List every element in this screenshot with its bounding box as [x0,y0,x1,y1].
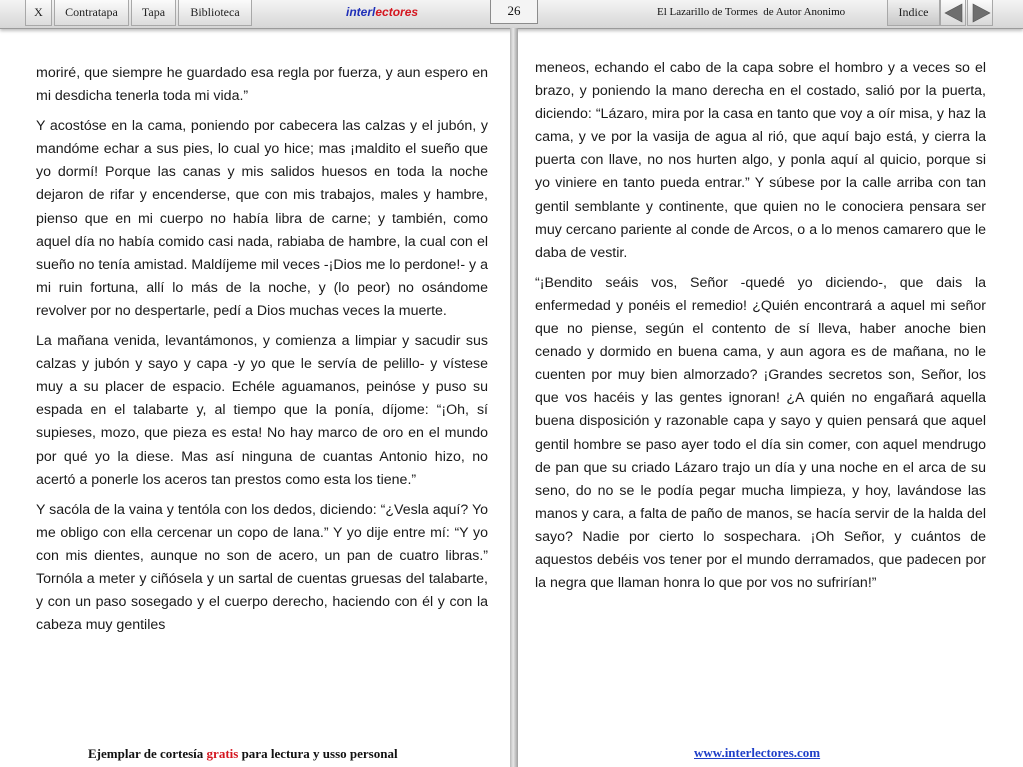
left-paragraph-1: moriré, que siempre he guardado esa regla por fuerza, y aun espero en mi desdicha tenerla toda mi vida.” [36,65,488,105]
next-page-button[interactable] [967,0,993,26]
left-paragraph-3: La mañana venida, levantámonos, y comienza a limpiar y sacudir sus calzas y jubón y sayo y capa -y yo que le servía de pelillo- y vístese muy a su placer de espacio. Echéle aguamanos, peinóse y puso su espada en el talabarte y, al tiempo que la ponía, díjome: “¡Oh, sí supieses, mozo, que pieza es esta! No hay marco de oro en el mundo por qué yo la diese. Mas así ninguna de cuantas Antonio hizo, no acertó a ponerle los aceros tan prestos como esta los tiene.” [36,333,488,488]
courtesy-notice-part1: Ejemplar de cortesía [88,746,207,761]
top-toolbar [0,0,1023,29]
website-link[interactable]: www.interlectores.com [694,745,821,760]
biblioteca-button[interactable]: Biblioteca [178,0,252,26]
right-paragraph-1: meneos, echando el cabo de la capa sobre el hombro y a veces so el brazo, y poniendo la mano derecha en el costado, salió por la puerta, diciendo: “Lázaro, mira por la casa en tanto que voy a oír misa, y haz la cama, y ve por la vasija de agua al rió, que aquí bajo está, y cierra la puerta con llave, no nos hurten algo, y ponla aquí al quicio, porque si yo viniere en tanto pueda entrar.” Y súbese por la calle arriba con tan gentil semblante y continente, que quien no le conociera pensara ser muy cercano pariente al conde de Arcos, o a lo menos camarero que le daba de vestir. [535,60,986,261]
courtesy-notice-part2: para lectura y usso personal [238,746,398,761]
triangle-left-icon [944,3,964,23]
left-page-text [36,62,488,644]
book-spine [510,28,518,767]
courtesy-notice-gratis: gratis [206,746,239,761]
brand-logo [346,5,418,19]
indice-button[interactable]: Indice [887,0,940,26]
tapa-button[interactable]: Tapa [131,0,176,26]
courtesy-notice [88,746,398,762]
close-button[interactable]: X [25,0,52,26]
book-title: El Lazarillo de Tormes de Autor Anonimo [657,6,846,18]
right-paragraph-2: “¡Bendito seáis vos, Señor -quedé yo diciendo-, que dais la enfermedad y ponéis el remedio! ¿Quién encontrará a aquel mi señor que no piense, según el contento de sí lleva, haber anoche bien cenado y dormido en buena cama, y aun agora es de mañana, no le cuenten por muy bien almorzado? ¡Grandes secretos son, Señor, los que vos hacéis y las gentes ignoran! ¿A quién no engañará aquella buena disposición y razonable capa y sayo y quien pensará que aquel gentil hombre se paso ayer todo el día sin comer, con aquel mendrugo de pan que su criado Lázaro trajo un día y una noche en el arca de su seno, do no se le podía pegar mucha limpieza, y hoy, lavándose las manos y cara, a falta de paño de manos, se hacía servir de la halda del sayo? Nadie por cierto lo sospechara. ¡Oh Señor, y cuántos de aquestos debéis vos tener por el mundo derramados, que padecen por la negra que llaman honra lo que por vos no sufrirían!” [535,274,986,592]
left-paragraph-2: Y acostóse en la cama, poniendo por cabecera las calzas y el jubón, y mandóme echar a sus pies, lo cual yo hice; mas ¡maldito el sueño que yo dormí! Porque las canas y mis salidos huesos en toda la noche dejaron de rifar y encenderse, que con mis trabajos, males y hambre, pienso que en mi cuerpo no había libra de carne; y también, como aquel día no había comido casi nada, rabiaba de hambre, la cual con el sueño no tenía amistad. Maldíjeme mil veces -¡Dios me lo perdone!- y a mi ruin fortuna, allí lo más de la noche, y (lo peor) no osándome revolver por no despertarle, pedí a Dios muchas veces la muerte. [36,118,488,319]
brand-logo-part2: ectores [375,5,419,19]
prev-page-button[interactable] [940,0,966,26]
contratapa-button[interactable]: Contratapa [54,0,129,26]
brand-logo-part1: interl [346,5,376,19]
page-number-box[interactable]: 26 [490,0,538,24]
triangle-right-icon [971,3,991,23]
left-paragraph-4: Y sacóla de la vaina y tentóla con los dedos, diciendo: “¿Vesla aquí? Yo me obligo con ella cercenar un copo de lana.” Y yo dije entre mí: “Y yo con mis dientes, aunque no son de acero, un pan de cuatro libras.” Tornóla a meter y ciñósela y un sartal de cuentas gruesas del talabarte, y con un paso sosegado y el cuerpo derecho, haciendo con él y con la cabeza muy gentiles [36,501,488,634]
right-page-text [535,57,986,602]
